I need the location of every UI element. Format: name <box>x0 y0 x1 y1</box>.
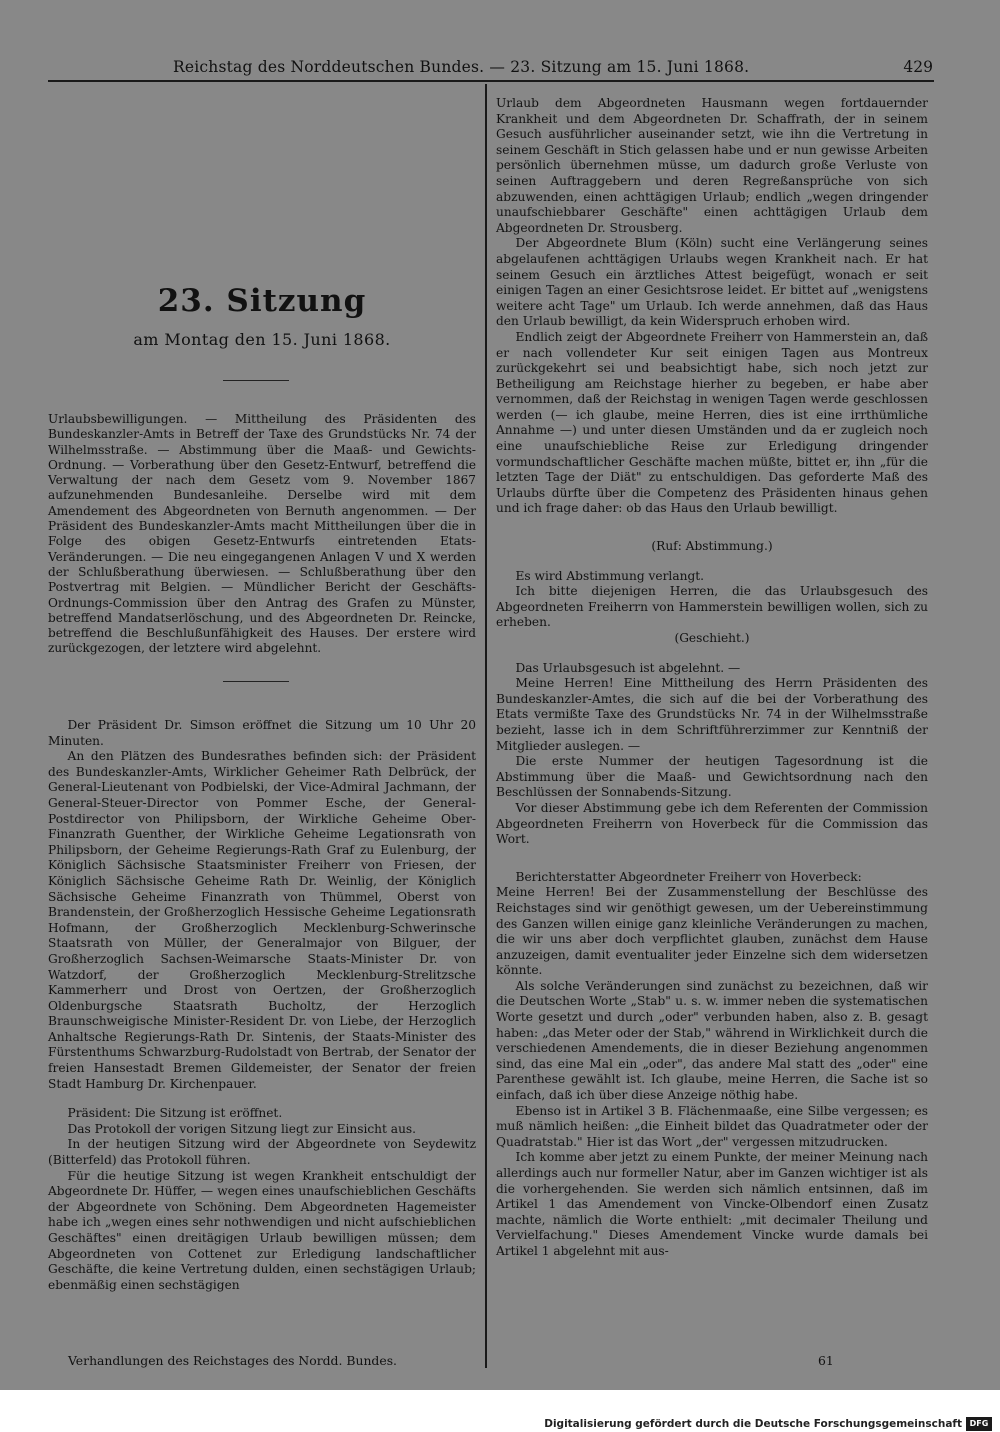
paragraph: Meine Herren! Bei der Zusammenstellung der Beschlüsse des Reichstages sind wir genöthigt gewesen, um der Uebereinstimmung des Ganzen willen einige ganz kleinliche Veränderungen zu machen, die wir uns aber doch verpflichtet glauben, zunächst dem Hause anzuzeigen, damit eventualiter jeder Einzelne sich dem widersetzen könnte. <box>496 885 928 978</box>
header-rule <box>48 80 934 82</box>
page-header <box>48 58 933 80</box>
footer-title: Verhandlungen des Reichstages des Nordd. Bundes. <box>68 1353 397 1368</box>
speaker-line: Berichterstatter Abgeordneter Freiherr von Hoverbeck: <box>515 869 862 884</box>
digitization-note: Digitalisierung gefördert durch die Deutsche Forschungsgemeinschaft <box>544 1418 962 1430</box>
session-summary: Urlaubsbewilligungen. — Mittheilung des Präsidenten des Bundeskanzler-Amts in Betreff der Taxe des Grundstücks Nr. 74 der Wilhelmsstraße. — Abstimmung über die Maaß- und Gewichts-Ordnung. — Vorberathung über den Gesetz-Entwurf, betreffend die Verwaltung der nach dem Gesetz vom 9. November 1867 aufzunehmenden Bundesanleihe. Derselbe wird mit dem Amendement des Abgeordneten von Bernuth angenommen. — Der Präsident des Bundeskanzler-Amts macht Mittheilungen über die in Folge des obigen Gesetz-Entwurfs eintretenden Etats-Veränderungen. — Die neu eingegangenen Anlagen V und X werden der Schlußberathung überwiesen. — Schlußberathung über den Postvertrag mit Belgien. — Mündlicher Bericht der Geschäfts-Ordnungs-Commission über den Antrag des Grafen zu Münster, betreffend Mandatserlöschung, und des Abgeordneten Dr. Reincke, betreffend die Beschlußunfähigkeit des Hauses. Der erstere wird zurückgezogen, der letztere wird abgelehnt. <box>48 412 476 656</box>
paragraph: Urlaub dem Abgeordneten Hausmann wegen fortdauernder Krankheit und dem Abgeordneten Dr. Schaffrath, der in seinem Gesuch ausführlicher auseinander setzt, wie ihn die Vertretung in seinem Geschäft in Stich gelassen habe und er nun gewisse Arbeiten persönlich übernehmen müsse, um dadurch große Verluste von seinen Auftraggebern und deren Regreßansprüche von sich abzuwenden, einen achttägigen Urlaub; endlich „wegen dringender unaufschiebbarer Geschäfte" einen achttägigen Urlaub dem Abgeordneten Dr. Strousberg. <box>496 96 928 235</box>
separator-rule <box>223 380 289 381</box>
paragraph: Für die heutige Sitzung ist wegen Krankheit entschuldigt der Abgeordnete Dr. Hüffer, — wegen eines unaufschieblichen Geschäfts der Abgeordnete von Schöning. Dem Abgeordneten Hagemeister habe ich „wegen eines sehr nothwendigen und nicht aufschieblichen Geschäftes" einen dreitägigen Urlaub bewilligen müssen; dem Abgeordneten von Cottenet zur Erledigung landschaftlicher Geschäfte, die keine Vertretung dulden, einen sechstägigen Urlaub; ebenmäßig einen sechstägigen <box>48 1168 476 1292</box>
paragraph: Das Urlaubsgesuch ist abgelehnt. — <box>515 660 741 675</box>
interjection: (Ruf: Abstimmung.) <box>651 539 773 554</box>
column-rule <box>485 84 487 1368</box>
paragraph: Endlich zeigt der Abgeordnete Freiherr von Hammerstein an, daß er nach vollendeter Kur seit einigen Tagen aus Montreux zurückgekehrt sei und beabsichtigt habe, sich noch jetzt zur Betheiligung am Reichstage hierher zu begeben, er habe aber vernommen, daß der Reichstag in wenigen Tagen werde geschlossen werden (— ich glaube, meine Herren, dies ist eine irrthümliche Annahme —) und unter diesen Umständen und da er zugleich noch eine unaufschiebliche Reise zur Erledigung dringender vormundschaftlicher Geschäfte machen müßte, bittet er, ihn „für die letzten Tage der Diät" zu entschuldigen. Das geforderte Maß des Urlaubs dürfte über die Competenz des Präsidenten hinaus gehen und ich frage daher: ob das Haus den Urlaub bewilligt. <box>496 329 928 516</box>
left-column <box>48 718 476 1293</box>
paragraph: In der heutigen Sitzung wird der Abgeordnete von Seydewitz (Bitterfeld) das Protokoll führen. <box>48 1137 476 1168</box>
separator-rule <box>223 681 289 682</box>
paragraph: Ebenso ist in Artikel 3 B. Flächenmaaße, eine Silbe vergessen; es muß nämlich heißen: „die Einheit bildet das Quadratmeter oder der Quadratstab." Hier ist das Wort „der" vergessen mitzudrucken. <box>496 1103 928 1149</box>
paragraph: Das Protokoll der vorigen Sitzung liegt zur Einsicht aus. <box>67 1121 417 1136</box>
paragraph: Die erste Nummer der heutigen Tagesordnung ist die Abstimmung über die Maaß- und Gewichtsordnung nach den Beschlüssen der Sonnabends-Sitzung. <box>496 754 928 800</box>
paragraph: Vor dieser Abstimmung gebe ich dem Referenten der Commission Abgeordneten Freiherrn von Hoverbeck für die Commission das Wort. <box>496 800 928 847</box>
paragraph: Als solche Veränderungen sind zunächst zu bezeichnen, daß wir die Deutschen Worte „Stab" u. s. w. immer neben die systematischen Worte gesetzt und durch „oder" verbunden haben, also z. B. gesagt haben: „das Meter oder der Stab," während in Wirklichkeit durch die verschiedenen Amendements, die in dieser Beziehung angenommen sind, das eine Mal ein „oder", das andere Mal statt des „oder" eine Parenthese gewählt ist. Ich glaube, meine Herren, die Sache ist so einfach, daß ich über diese Anzeige nöthig habe. <box>496 978 928 1103</box>
session-title: 23. Sitzung <box>157 283 367 319</box>
paragraph: Meine Herren! Eine Mittheilung des Herrn Präsidenten des Bundeskanzler-Amtes, die sich auf die bei der Vorberathung des Etats vermißte Taxe des Grundstücks Nr. 74 in der Wilhelmsstraße bezieht, lasse ich in dem Schriftführerzimmer zur Kenntniß der Mitglieder auslegen. — <box>496 676 928 753</box>
interjection: (Geschieht.) <box>674 631 750 645</box>
dfg-logo: DFG <box>966 1417 992 1431</box>
right-column <box>496 96 928 1260</box>
session-subtitle: am Montag den 15. Juni 1868. <box>133 330 391 349</box>
paragraph: Präsident: Die Sitzung ist eröffnet. <box>67 1106 283 1121</box>
signature-mark: 61 <box>818 1353 834 1368</box>
paragraph: Der Abgeordnete Blum (Köln) sucht eine Verlängerung seines abgelaufenen achttägigen Urlaubs wegen Krankheit nach. Er hat seinem Gesuch ein ärztliches Attest beigefügt, wonach er seit einigen Tagen an einer Gesichtsrose leidet. Er bittet auf „wenigstens weitere acht Tage" um Urlaub. Ich werde annehmen, daß das Haus den Urlaub bewilligt, da kein Widerspruch erhoben wird. <box>496 236 928 329</box>
paragraph: An den Plätzen des Bundesrathes befinden sich: der Präsident des Bundeskanzler-Amts, Wirklicher Geheimer Rath Delbrück, der General-Lieutenant von Podbielski, der Vice-Admiral Jachmann, der General-Steuer-Director von Pommer Esche, der General-Postdirector von Philipsborn, der Wirkliche Geheime Ober-Finanzrath Guenther, der Wirkliche Geheime Legationsrath von Philipsborn, der Geheime Regierungs-Rath Graf zu Eulenburg, der Königlich Sächsische Staatsminister Freiherr von Friesen, der Königlich Sächsische Geheime Rath Dr. Weinlig, der Königlich Sächsische Geheime Finanzrath von Thümmel, Oberst von Brandenstein, der Großherzoglich Hessische Geheime Legationsrath Hofmann, der Großherzoglich Mecklenburg-Schwerinsche Staatsrath von Müller, der Generalmajor von Bilguer, der Großherzoglich Sachsen-Weimarsche Staats-Minister Dr. von Watzdorf, der Großherzoglich Mecklenburg-Strelitzsche Kammerherr und Drost von Oertzen, der Großherzoglich Oldenburgsche Staatsrath Bucholtz, der Herzoglich Braunschweigische Minister-Resident Dr. von Liebe, der Herzoglich Anhaltsche Regierungs-Rath Dr. Sintenis, der Staats-Minister des Fürstenthums Schwarzburg-Rudolstadt von Bertrab, der Senator der freien Hansestadt Bremen Gildemeister, der Senator der freien Stadt Hamburg Dr. Kirchenpauer. <box>48 749 476 1091</box>
paragraph: Der Präsident Dr. Simson eröffnet die Sitzung um 10 Uhr 20 Minuten. <box>48 718 476 748</box>
paragraph: Es wird Abstimmung verlangt. <box>515 568 705 583</box>
digitization-bar <box>0 1417 1000 1432</box>
running-title: Reichstag des Norddeutschen Bundes. — 23. Sitzung am 15. Juni 1868. <box>173 58 750 76</box>
paragraph: Ich bitte diejenigen Herren, die das Urlaubsgesuch des Abgeordneten Freiherrn von Hammerstein bewilligen wollen, sich zu erheben. <box>496 584 928 630</box>
paragraph: Ich komme aber jetzt zu einem Punkte, der meiner Meinung nach allerdings auch nur formeller Natur, aber im Ganzen wichtiger ist als die vorhergehenden. Sie werden sich nämlich entsinnen, daß im Artikel 1 das Amendement von Vincke-Olbendorf einen Zusatz machte, nämlich die Worte enthielt: „mit decimaler Theilung und Vervielfachung." Dieses Amendement Vincke wurde damals bei Artikel 1 abgelehnt mit aus- <box>496 1150 928 1258</box>
page-number: 429 <box>903 58 933 76</box>
